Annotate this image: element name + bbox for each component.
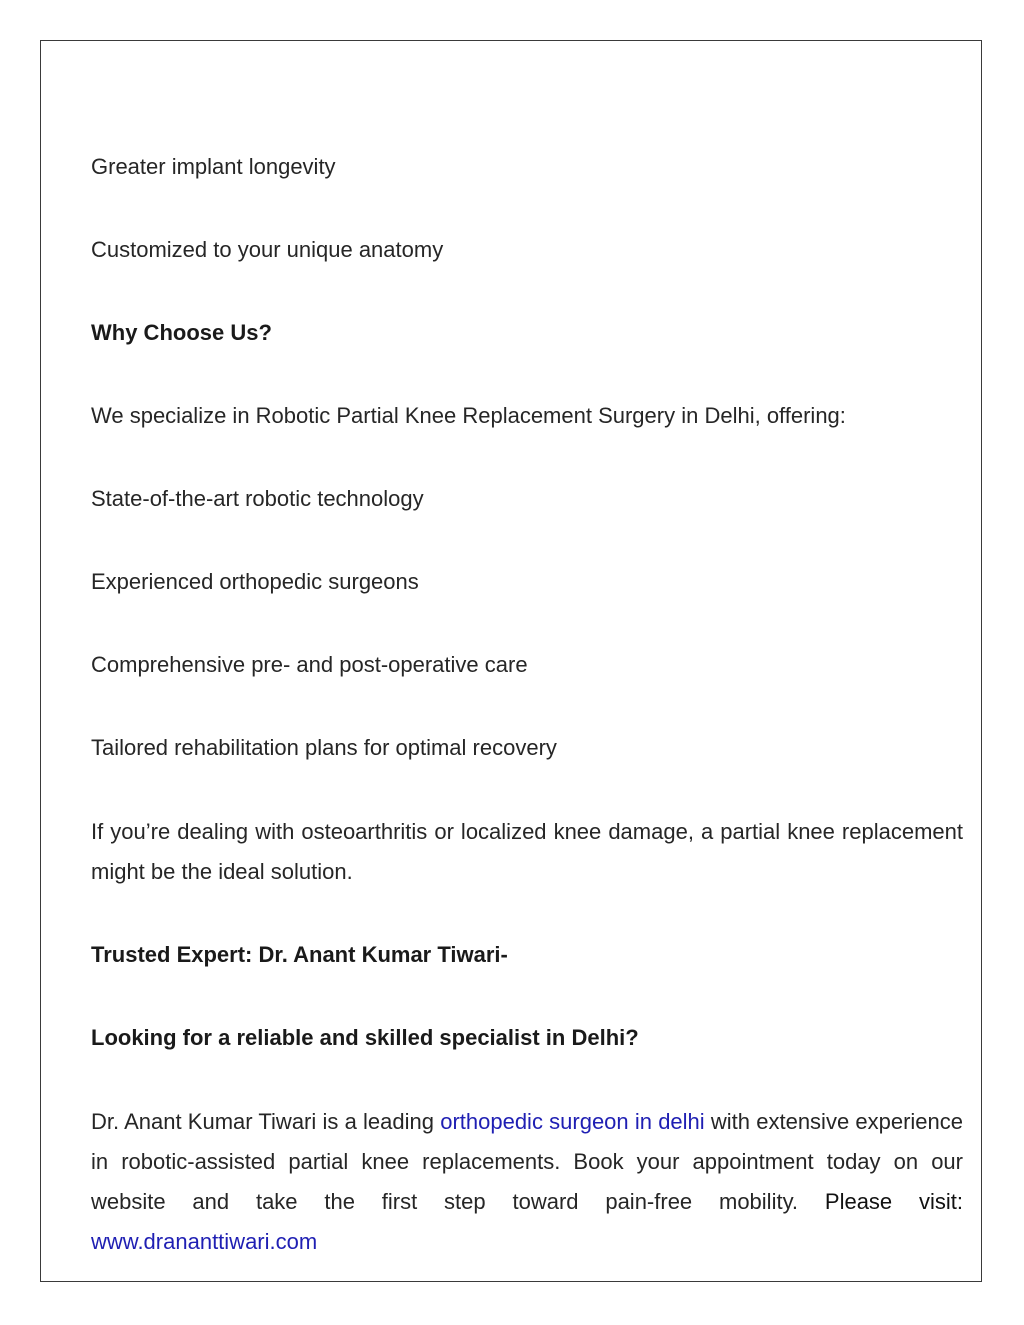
- offering-item-care: Comprehensive pre- and post-operative care: [91, 652, 528, 677]
- doctor-paragraph: [91, 1102, 963, 1262]
- offering-item-rehab: Tailored rehabilitation plans for optimal recovery: [91, 735, 557, 760]
- website-link[interactable]: www.drananttiwari.com: [91, 1229, 318, 1254]
- benefit-item-anatomy: Customized to your unique anatomy: [91, 237, 444, 262]
- please-visit-label: Please visit:: [824, 1189, 963, 1214]
- offering-item-surgeons: Experienced orthopedic surgeons: [91, 569, 419, 594]
- looking-specialist-heading: Looking for a reliable and skilled specialist in Delhi?: [91, 1025, 639, 1050]
- orthopedic-surgeon-link[interactable]: orthopedic surgeon in delhi: [440, 1109, 705, 1134]
- why-intro-text: We specialize in Robotic Partial Knee Replacement Surgery in Delhi, offering:: [91, 403, 846, 428]
- trusted-expert-heading: Trusted Expert: Dr. Anant Kumar Tiwari-: [91, 942, 508, 967]
- osteoarthritis-paragraph: If you’re dealing with osteoarthritis or localized knee damage, a partial knee replacement might be the ideal solution.: [91, 819, 963, 884]
- benefit-item-longevity: Greater implant longevity: [91, 154, 336, 179]
- offering-item-robotic: State-of-the-art robotic technology: [91, 486, 424, 511]
- doctor-paragraph-intro: Dr. Anant Kumar Tiwari is a leading: [91, 1109, 441, 1134]
- doctor-paragraph-body: with extensive experience in robotic-assisted partial knee replacements. Book your appointment today on our website and take the first step toward pain-free mobility.: [91, 1109, 964, 1214]
- why-choose-heading: Why Choose Us?: [91, 320, 272, 345]
